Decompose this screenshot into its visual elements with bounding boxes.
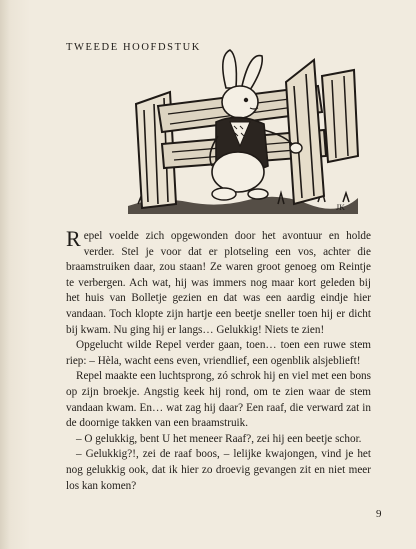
paragraph-3: Repel maakte een luchtsprong, zó schrok hij en viel met een bons op zijn broekje. Angstig keek hij rond, om te zien waar de stem vandaan kwam. En… wat zag hij daar? Een raaf, die verward zat in de doornige takken van een braamstruik. bbox=[66, 370, 371, 430]
illustrator-signature: JK bbox=[336, 203, 345, 212]
paragraph-2: Opgelucht wilde Repel verder gaan, toen… toen een ruwe stem riep: – Hèla, wacht eens even, vriendlief, een ogenblik alsjeblieft! bbox=[66, 339, 371, 367]
paragraph-4: – O gelukkig, bent U het meneer Raaf?, zei hij een beetje schor. bbox=[76, 432, 362, 445]
paragraph-5: – Gelukkig?!, zei de raaf boos, – lelijke kwajongen, vind je het nog gelukkig ook, dat ik hier zo droevig gevangen zit en niet meer los kan komen? bbox=[66, 448, 371, 492]
paragraph-1 bbox=[66, 226, 371, 338]
rabbit-fence-illustration bbox=[118, 46, 368, 224]
page-number: 9 bbox=[376, 508, 382, 520]
drop-cap: R bbox=[66, 226, 81, 251]
paragraph-1-text: epel voelde zich opgewonden door het avontuur en holde verder. Stel je voor dat er plotseling een vos, achter die braamstruiken daar, zou staan! Ze waren groot genoeg om Reintje te verbergen. Ach wat, hij was immers nog maar kort geleden bij het huis van Bolletje gezien en dat was een aardig eindje hier vandaan. Toch klopte zijn hartje een beetje sneller toen hij er dicht bij kwam. Nu ging hij er langs… Gelukkig! Niets te zien! bbox=[66, 230, 371, 336]
chapter-heading: TWEEDE HOOFDSTUK bbox=[66, 42, 201, 53]
story-text bbox=[66, 226, 371, 494]
